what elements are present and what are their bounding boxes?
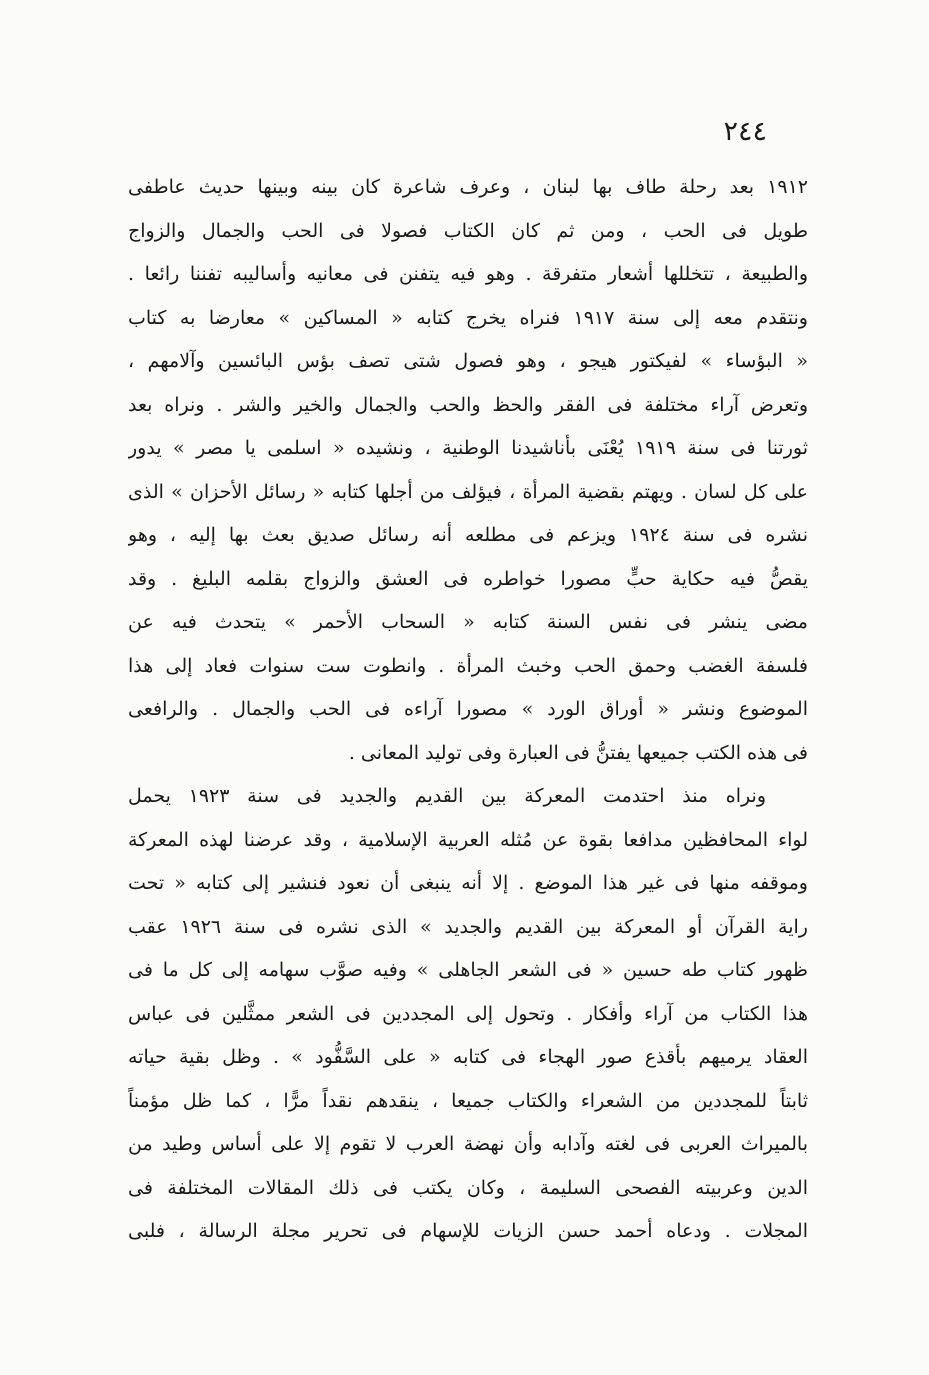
text-line: ظهور كتاب طه حسين « فى الشعر الجاهلى » وفيه صوَّب سهامه إلى كل ما فى xyxy=(128,959,808,981)
text-line: العقاد يرميهم بأقذع صور الهجاء فى كتابه « على السَّفُّود » . وظل بقية حياته xyxy=(128,1046,808,1068)
text-line: الدين وعربيته الفصحى السليمة ، وكان يكتب فى ذلك المقالات المختلفة فى xyxy=(128,1176,808,1199)
text-line: ونراه منذ احتدمت المعركة بين القديم والجديد فى سنة ١٩٢٣ يحمل xyxy=(128,785,766,807)
text-line: ١٩١٢ بعد رحلة طاف بها لبنان ، وعرف شاعرة كان بينه وبينها حديث عاطفى xyxy=(128,176,808,198)
text-line: يقصُّ فيه حكاية حبٍّ مصورا خواطره فى العشق والزواج بقلمه البليغ . وقد xyxy=(128,567,808,590)
text-line: فلسفة الغضب وحمق الحب وخبث المرأة . وانطوت ست سنوات فعاد إلى هذا xyxy=(128,654,808,677)
text-line: وتعرض آراء مختلفة فى الفقر والحظ والحب والجمال والخير والشر . ونراه بعد xyxy=(128,393,808,416)
body-text xyxy=(128,166,808,1254)
text-line: على كل لسان . ويهتم بقضية المرأة ، فيؤلف من أجلها كتابه « رسائل الأحزان » الذى xyxy=(128,480,808,503)
text-line: الموضوع ونشر « أوراق الورد » مصورا آراءه فى الحب والجمال . والرافعى xyxy=(128,698,808,720)
text-line: فى هذه الكتب جميعها يفتنُّ فى العبارة وفى توليد المعانى . xyxy=(348,741,808,764)
text-line: لواء المحافظين مدافعا بقوة عن مُثله العربية الإسلامية ، وقد عرضنا لهذه المعركة xyxy=(128,828,808,851)
text-line: ونتقدم معه إلى سنة ١٩١٧ فنراه يخرج كتابه « المساكين » معارضا به كتاب xyxy=(128,306,808,329)
text-line: هذا الكتاب من آراء وأفكار . وتحول إلى المجددين فى الشعر ممثَّلين فى عباس xyxy=(128,1002,808,1025)
text-line: ثورتنا فى سنة ١٩١٩ يُعْنَى بأناشيدنا الوطنية ، ونشيده « اسلمى يا مصر » يدور xyxy=(128,437,808,459)
text-line: بالميراث العربى فى لغته وآدابه وأن نهضة العرب لا تقوم إلا على أساس وطيد من xyxy=(128,1133,808,1155)
text-line: والطبيعة ، تتخللها أشعار متفرقة . وهو فيه يتفنن فى معانيه وأساليبه تفننا رائعا . xyxy=(128,263,808,285)
text-line: المجلات . ودعاه أحمد حسن الزيات للإسهام فى تحرير مجلة الرسالة ، فلبى xyxy=(128,1220,808,1242)
text-line: وموقفه منها فى غير هذا الموضع . إلا أنه ينبغى أن نعود فنشير إلى كتابه « تحت xyxy=(128,872,808,894)
text-line: نشره فى سنة ١٩٢٤ ويزعم فى مطلعه أنه رسائل صديق بعث بها إليه ، وهو xyxy=(128,524,808,546)
text-line: طويل فى الحب ، ومن ثم كان الكتاب فصولا فى الحب والجمال والزواج xyxy=(128,219,808,242)
text-line: راية القرآن أو المعركة بين القديم والجديد » الذى نشره فى سنة ١٩٢٦ عقب xyxy=(128,915,808,938)
text-line: ثابتاً للمجددين من الشعراء والكتاب جميعا ، ينقدهم نقداً مرًّا ، كما ظل مؤمناً xyxy=(128,1089,808,1112)
paragraph-1 xyxy=(128,166,808,775)
text-line: « البؤساء » لفيكتور هيجو ، وهو فصول شتى تصف بؤس البائسين وآلامهم ، xyxy=(128,350,808,372)
page-number: ٢٤٤ xyxy=(723,116,767,147)
paragraph-2 xyxy=(128,775,808,1254)
text-line: مضى ينشر فى نفس السنة كتابه « السحاب الأحمر » يتحدث فيه عن xyxy=(128,611,808,633)
